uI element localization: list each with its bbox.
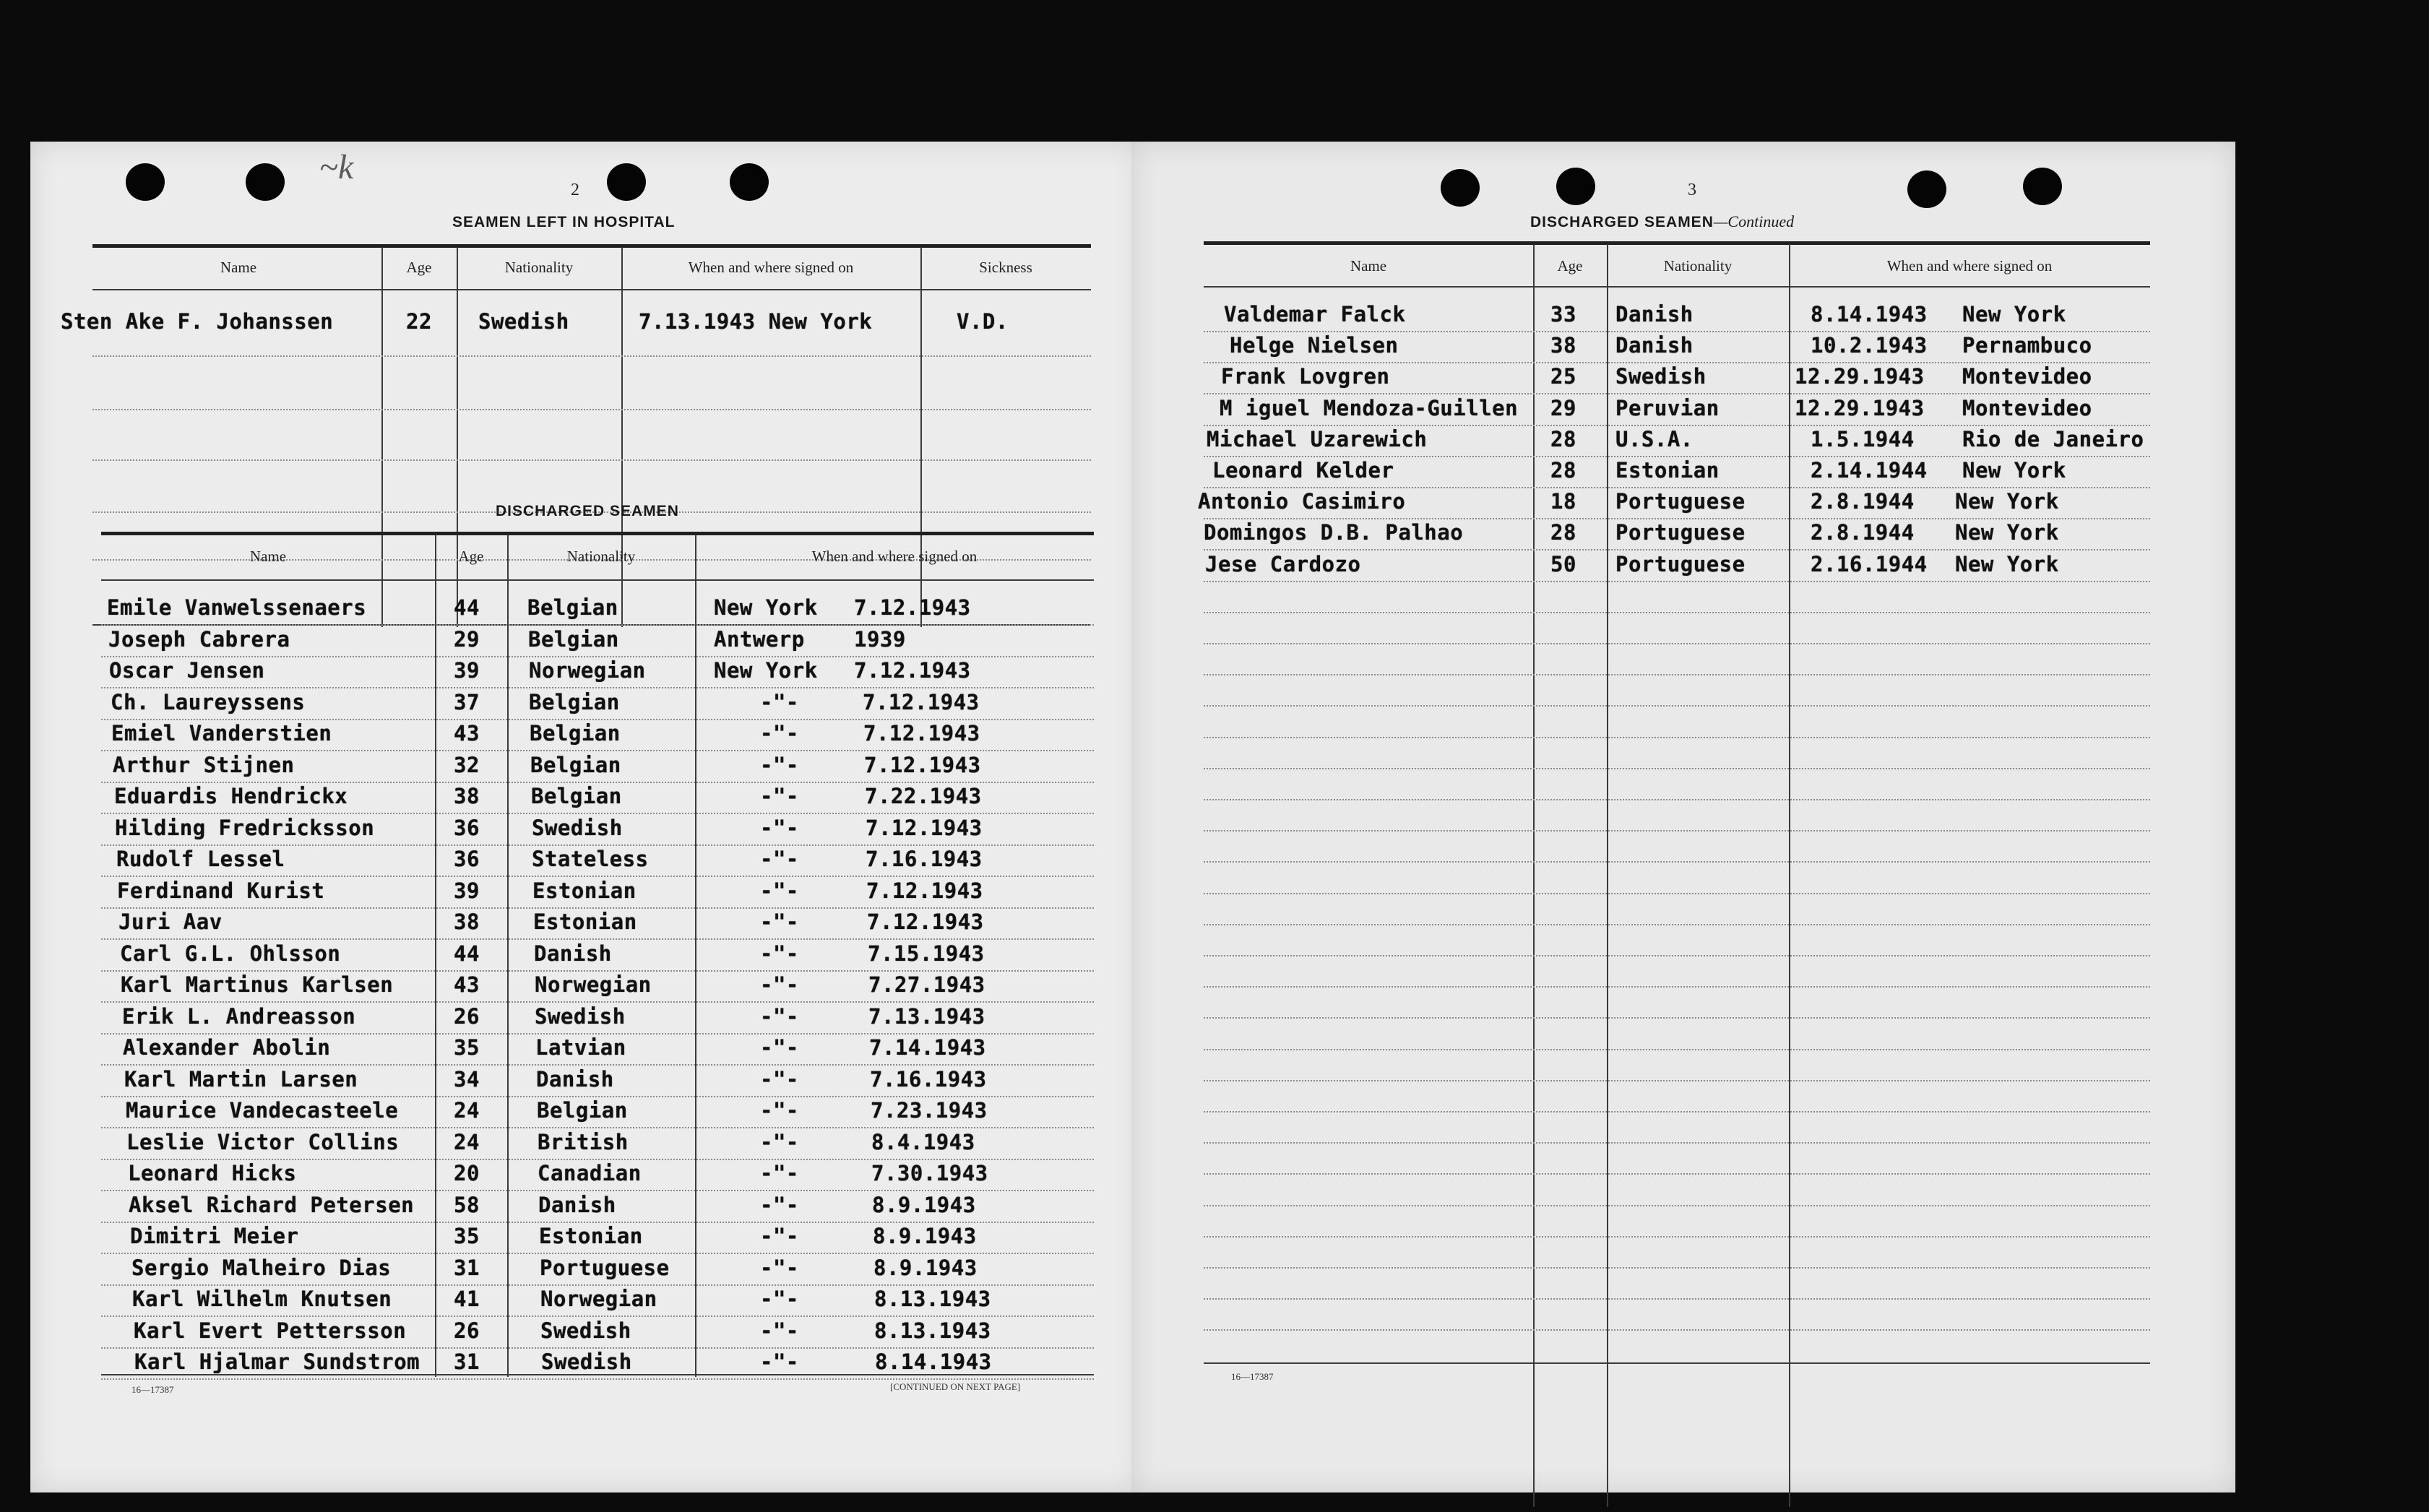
ruled-line bbox=[101, 876, 1094, 877]
ruled-line bbox=[1204, 549, 2150, 550]
signed-on-date: 7.12.1943 bbox=[866, 816, 983, 840]
seaman-nationality: Danish bbox=[1615, 302, 1694, 327]
header-signed-on: When and where signed on bbox=[688, 259, 854, 276]
discharged-continued-title bbox=[1530, 212, 1794, 231]
seaman-name: M iguel Mendoza-Guillen bbox=[1220, 396, 1519, 420]
signed-on-date: 7.16.1943 bbox=[866, 847, 983, 871]
ruled-line bbox=[101, 687, 1094, 688]
signed-on-date: 8.14.1943 bbox=[875, 1349, 992, 1374]
seaman-nationality: Danish bbox=[1615, 333, 1694, 358]
signed-on-date: 12.29.1943 bbox=[1795, 396, 1925, 420]
ruled-line bbox=[101, 1064, 1094, 1066]
ruled-line bbox=[101, 624, 1094, 626]
ruled-line bbox=[101, 1033, 1094, 1034]
signed-on-place: New York bbox=[1962, 458, 2066, 483]
seaman-name: Valdemar Falck bbox=[1224, 302, 1406, 327]
continued-note: [CONTINUED ON NEXT PAGE] bbox=[890, 1381, 1021, 1392]
header-nationality: Nationality bbox=[504, 259, 574, 276]
seaman-name: Maurice Vandecasteele bbox=[126, 1098, 399, 1123]
ruled-line bbox=[1204, 1236, 2150, 1237]
ruled-line bbox=[101, 1378, 1094, 1380]
signed-on-date: 8.9.1943 bbox=[873, 1256, 978, 1280]
seaman-nationality: Belgian bbox=[527, 595, 618, 620]
seaman-age: 26 bbox=[454, 1318, 480, 1343]
seaman-age: 41 bbox=[454, 1287, 480, 1311]
seaman-age: 28 bbox=[1550, 458, 1576, 483]
title-text: DISCHARGED SEAMEN bbox=[1530, 214, 1714, 230]
table-rule bbox=[101, 579, 1094, 581]
seaman-nationality: Danish bbox=[536, 1067, 614, 1092]
signed-on-place: -"- bbox=[760, 1004, 799, 1029]
signed-on-place: -"- bbox=[760, 753, 799, 777]
ruled-line bbox=[101, 813, 1094, 814]
seaman-name: Michael Uzarewich bbox=[1207, 427, 1428, 452]
seaman-age: 24 bbox=[454, 1098, 480, 1123]
seaman-age: 36 bbox=[454, 816, 480, 840]
seaman-nationality: Swedish bbox=[541, 1349, 632, 1374]
signed-on-place: -"- bbox=[760, 1256, 799, 1280]
ruled-line bbox=[1204, 705, 2150, 707]
signed-on-place: New York bbox=[714, 595, 818, 620]
signed-on-place: Rio de Janeiro bbox=[1962, 427, 2144, 452]
column-divider bbox=[507, 535, 509, 1377]
signed-on-place: -"- bbox=[760, 1161, 799, 1185]
seaman-age: 26 bbox=[454, 1004, 480, 1029]
ruled-line bbox=[101, 1284, 1094, 1286]
hospital-section-title: SEAMEN LEFT IN HOSPITAL bbox=[452, 214, 676, 230]
signed-on-date: 8.9.1943 bbox=[873, 1224, 977, 1248]
seaman-nationality: Swedish bbox=[535, 1004, 626, 1029]
header-name: Name bbox=[249, 548, 287, 565]
column-divider bbox=[920, 247, 922, 627]
punch-hole bbox=[246, 163, 285, 201]
seaman-name: Leslie Victor Collins bbox=[126, 1130, 400, 1154]
seaman-age: 29 bbox=[1550, 396, 1576, 420]
header-name: Name bbox=[220, 259, 257, 276]
seaman-age: 34 bbox=[454, 1067, 480, 1092]
ruled-line bbox=[1204, 487, 2150, 488]
ruled-line bbox=[101, 1127, 1094, 1128]
signed-on-place: -"- bbox=[760, 972, 799, 997]
page-number: 3 bbox=[1688, 181, 1696, 199]
signed-on-date: 8.13.1943 bbox=[874, 1287, 991, 1311]
signed-on-date: 7.15.1943 bbox=[868, 941, 985, 966]
header-age: Age bbox=[458, 548, 484, 565]
ruled-line bbox=[101, 750, 1094, 751]
ruled-line bbox=[101, 1253, 1094, 1254]
form-number: 16—17387 bbox=[1231, 1371, 1274, 1382]
seaman-name: Karl Martin Larsen bbox=[124, 1067, 358, 1092]
seaman-name: Erik L. Andreasson bbox=[122, 1004, 356, 1029]
header-age: Age bbox=[1557, 257, 1583, 275]
signed-on-date: 2.16.1944 bbox=[1811, 552, 1928, 576]
pencil-mark: ~k bbox=[319, 148, 354, 186]
seaman-age: 20 bbox=[454, 1161, 480, 1185]
form-number: 16—17387 bbox=[131, 1384, 174, 1395]
column-divider bbox=[621, 247, 623, 627]
seaman-nationality: Portuguese bbox=[1615, 520, 1746, 545]
ruled-line bbox=[101, 782, 1094, 783]
ruled-line bbox=[1204, 581, 2150, 582]
ruled-line bbox=[1204, 393, 2150, 394]
seaman-name: Leonard Kelder bbox=[1212, 458, 1394, 483]
seaman-nationality: Belgian bbox=[529, 690, 620, 714]
seaman-name: Karl Hjalmar Sundstrom bbox=[134, 1349, 420, 1374]
signed-on-date: 12.29.1943 bbox=[1795, 364, 1925, 389]
signed-on-place: -"- bbox=[760, 1098, 799, 1123]
seaman-age: 33 bbox=[1550, 302, 1576, 327]
ruled-line bbox=[1204, 1298, 2150, 1300]
right-page bbox=[1131, 142, 2235, 1492]
signed-on-date: 7.12.1943 bbox=[867, 910, 984, 934]
punch-hole bbox=[2023, 168, 2062, 205]
seaman-name: Carl G.L. Ohlsson bbox=[120, 941, 341, 966]
seaman-nationality: Estonian bbox=[533, 910, 637, 934]
seaman-nationality: Canadian bbox=[538, 1161, 642, 1185]
punch-hole bbox=[1441, 169, 1480, 207]
punch-hole bbox=[1907, 170, 1946, 208]
signed-on-place: -"- bbox=[760, 1067, 799, 1092]
ruled-line bbox=[1204, 612, 2150, 613]
table-rule bbox=[1204, 241, 2150, 245]
signed-on-place: New York bbox=[1955, 552, 2059, 576]
seaman-age: 39 bbox=[454, 878, 480, 903]
header-signed-on: When and where signed on bbox=[811, 548, 978, 565]
seaman-age: 31 bbox=[454, 1256, 480, 1280]
column-divider bbox=[1789, 244, 1790, 1507]
signed-on-place: -"- bbox=[760, 847, 799, 871]
signed-on-date: 7.27.1943 bbox=[868, 972, 985, 997]
signed-on-place: -"- bbox=[760, 1224, 799, 1248]
signed-on-date: 8.14.1943 bbox=[1811, 302, 1928, 327]
seaman-name: Karl Martinus Karlsen bbox=[121, 972, 394, 997]
signed-on-place: -"- bbox=[760, 721, 799, 746]
seaman-nationality: U.S.A. bbox=[1615, 427, 1694, 452]
ruled-line bbox=[101, 938, 1094, 940]
ruled-line bbox=[1204, 986, 2150, 988]
signed-on-date: 8.4.1943 bbox=[871, 1130, 975, 1154]
column-divider bbox=[435, 535, 436, 1377]
seaman-nationality: Estonian bbox=[532, 878, 637, 903]
seaman-nationality: Latvian bbox=[535, 1035, 626, 1060]
ruled-line bbox=[1204, 1111, 2150, 1113]
hospital-sickness: V.D. bbox=[957, 309, 1009, 334]
signed-on-date: 8.13.1943 bbox=[874, 1318, 991, 1343]
seaman-name: Antonio Casimiro bbox=[1198, 489, 1406, 514]
ruled-line bbox=[1204, 331, 2150, 332]
seaman-name: Hilding Fredricksson bbox=[115, 816, 375, 840]
seaman-age: 32 bbox=[454, 753, 480, 777]
table-rule bbox=[92, 289, 1091, 290]
seaman-nationality: Stateless bbox=[532, 847, 649, 871]
seaman-nationality: Norwegian bbox=[535, 972, 652, 997]
ruled-line bbox=[92, 355, 1091, 357]
seaman-nationality: Portuguese bbox=[1615, 552, 1746, 576]
signed-on-date: 7.12.1943 bbox=[854, 595, 971, 620]
ruled-line bbox=[1204, 425, 2150, 426]
signed-on-place: -"- bbox=[760, 1193, 799, 1217]
signed-on-place: New York bbox=[1955, 489, 2059, 514]
ruled-line bbox=[1204, 768, 2150, 769]
ruled-line bbox=[1204, 799, 2150, 800]
seaman-age: 36 bbox=[454, 847, 480, 871]
seaman-age: 35 bbox=[454, 1035, 480, 1060]
signed-on-place: -"- bbox=[760, 784, 799, 808]
table-rule bbox=[92, 244, 1091, 248]
signed-on-date: 1.5.1944 bbox=[1811, 427, 1915, 452]
seaman-age: 37 bbox=[454, 690, 480, 714]
ruled-line bbox=[1204, 737, 2150, 738]
discharged-section-title: DISCHARGED SEAMEN bbox=[496, 503, 679, 519]
hospital-nationality: Swedish bbox=[478, 309, 569, 334]
seaman-name: Karl Evert Pettersson bbox=[134, 1318, 407, 1343]
header-signed-on: When and where signed on bbox=[1886, 257, 2053, 275]
seaman-nationality: Belgian bbox=[537, 1098, 628, 1123]
signed-on-date: 7.13.1943 bbox=[868, 1004, 985, 1029]
table-rule bbox=[1204, 286, 2150, 288]
left-page bbox=[30, 142, 1140, 1492]
punch-hole bbox=[126, 163, 165, 201]
seaman-age: 24 bbox=[454, 1130, 480, 1154]
signed-on-place: -"- bbox=[760, 690, 799, 714]
signed-on-date: 2.14.1944 bbox=[1811, 458, 1928, 483]
seaman-nationality: Swedish bbox=[540, 1318, 631, 1343]
seaman-nationality: Norwegian bbox=[529, 658, 646, 683]
hospital-signed-on: 7.13.1943 New York bbox=[639, 309, 873, 334]
ruled-line bbox=[1204, 1267, 2150, 1269]
ruled-line bbox=[101, 907, 1094, 909]
signed-on-date: 7.14.1943 bbox=[869, 1035, 986, 1060]
seaman-age: 28 bbox=[1550, 520, 1576, 545]
seaman-nationality: Belgian bbox=[528, 627, 619, 652]
seaman-name: Frank Lovgren bbox=[1221, 364, 1390, 389]
signed-on-date: 7.23.1943 bbox=[871, 1098, 988, 1123]
page-number: 2 bbox=[571, 181, 579, 199]
ruled-line bbox=[1204, 1173, 2150, 1175]
signed-on-place: -"- bbox=[760, 816, 799, 840]
punch-hole bbox=[607, 163, 646, 201]
ruled-line bbox=[1204, 924, 2150, 925]
seaman-age: 38 bbox=[454, 910, 480, 934]
seaman-name: Juri Aav bbox=[118, 910, 223, 934]
signed-on-date: 10.2.1943 bbox=[1811, 333, 1928, 358]
header-sickness: Sickness bbox=[979, 259, 1032, 276]
seaman-name: Joseph Cabrera bbox=[108, 627, 290, 652]
seaman-nationality: Belgian bbox=[531, 784, 622, 808]
seaman-name: Oscar Jensen bbox=[109, 658, 265, 683]
signed-on-place: New York bbox=[1955, 520, 2059, 545]
seaman-name: Sergio Malheiro Dias bbox=[131, 1256, 392, 1280]
seaman-nationality: Belgian bbox=[530, 721, 621, 746]
signed-on-date: 7.12.1943 bbox=[863, 721, 980, 746]
signed-on-place: -"- bbox=[760, 1349, 799, 1374]
signed-on-date: 1939 bbox=[854, 627, 906, 652]
seaman-age: 18 bbox=[1550, 489, 1576, 514]
signed-on-place: New York bbox=[1962, 302, 2066, 327]
signed-on-place: Montevideo bbox=[1962, 364, 2092, 389]
ruled-line bbox=[101, 844, 1094, 846]
seaman-age: 31 bbox=[454, 1349, 480, 1374]
seaman-age: 35 bbox=[454, 1224, 480, 1248]
ruled-line bbox=[1204, 1142, 2150, 1144]
seaman-name: Ferdinand Kurist bbox=[117, 878, 325, 903]
header-name: Name bbox=[1350, 257, 1387, 275]
signed-on-place: -"- bbox=[760, 910, 799, 934]
seaman-name: Alexander Abolin bbox=[123, 1035, 331, 1060]
signed-on-place: -"- bbox=[760, 878, 799, 903]
signed-on-place: -"- bbox=[760, 1287, 799, 1311]
seaman-age: 44 bbox=[454, 595, 480, 620]
punch-hole bbox=[1556, 168, 1595, 205]
ruled-line bbox=[101, 1001, 1094, 1003]
ruled-line bbox=[1204, 643, 2150, 644]
seaman-nationality: Estonian bbox=[1615, 458, 1720, 483]
signed-on-date: 7.12.1943 bbox=[863, 690, 980, 714]
table-rule bbox=[101, 1374, 1094, 1375]
ruled-line bbox=[1204, 362, 2150, 363]
ruled-line bbox=[1204, 1017, 2150, 1019]
seaman-nationality: Belgian bbox=[530, 753, 621, 777]
signed-on-date: 7.16.1943 bbox=[870, 1067, 987, 1092]
seaman-nationality: Portuguese bbox=[540, 1256, 670, 1280]
column-divider bbox=[695, 535, 696, 1377]
seaman-name: Aksel Richard Petersen bbox=[129, 1193, 415, 1217]
seaman-age: 43 bbox=[454, 972, 480, 997]
ruled-line bbox=[101, 719, 1094, 720]
ruled-line bbox=[101, 656, 1094, 657]
ruled-line bbox=[1204, 1080, 2150, 1081]
header-nationality: Nationality bbox=[566, 548, 636, 565]
signed-on-place: Pernambuco bbox=[1962, 333, 2092, 358]
seaman-name: Helge Nielsen bbox=[1230, 333, 1399, 358]
seaman-age: 25 bbox=[1550, 364, 1576, 389]
signed-on-place: -"- bbox=[760, 1318, 799, 1343]
seaman-nationality: Danish bbox=[534, 941, 612, 966]
ruled-line bbox=[1204, 674, 2150, 675]
seaman-nationality: Swedish bbox=[532, 816, 623, 840]
signed-on-place: New York bbox=[714, 658, 818, 683]
seaman-nationality: Swedish bbox=[1615, 364, 1707, 389]
ruled-line bbox=[101, 970, 1094, 972]
ruled-line bbox=[1204, 1049, 2150, 1050]
ruled-line bbox=[1204, 893, 2150, 894]
seaman-age: 28 bbox=[1550, 427, 1576, 452]
signed-on-date: 7.12.1943 bbox=[854, 658, 971, 683]
signed-on-date: 7.12.1943 bbox=[864, 753, 981, 777]
seaman-nationality: Estonian bbox=[539, 1224, 643, 1248]
ruled-line bbox=[1204, 1205, 2150, 1206]
ruled-line bbox=[101, 1222, 1094, 1223]
signed-on-place: -"- bbox=[760, 941, 799, 966]
seaman-age: 50 bbox=[1550, 552, 1576, 576]
seaman-name: Eduardis Hendrickx bbox=[114, 784, 348, 808]
seaman-name: Domingos D.B. Palhao bbox=[1204, 520, 1464, 545]
ruled-line bbox=[1204, 861, 2150, 863]
ruled-line bbox=[101, 1316, 1094, 1317]
column-divider bbox=[457, 247, 458, 627]
ruled-line bbox=[1204, 830, 2150, 831]
seaman-age: 29 bbox=[454, 627, 480, 652]
seaman-nationality: Peruvian bbox=[1615, 396, 1720, 420]
seaman-age: 38 bbox=[454, 784, 480, 808]
seaman-nationality: Portuguese bbox=[1615, 489, 1746, 514]
seaman-name: Rudolf Lessel bbox=[116, 847, 285, 871]
signed-on-place: Antwerp bbox=[714, 627, 805, 652]
ruled-line bbox=[1204, 456, 2150, 457]
seaman-name: Jese Cardozo bbox=[1205, 552, 1361, 576]
seaman-age: 58 bbox=[454, 1193, 480, 1217]
seaman-age: 44 bbox=[454, 941, 480, 966]
hospital-age: 22 bbox=[406, 309, 432, 334]
signed-on-place: Montevideo bbox=[1962, 396, 2092, 420]
seaman-name: Ch. Laureyssens bbox=[111, 690, 306, 714]
ruled-line bbox=[101, 1347, 1094, 1349]
seaman-name: Emiel Vanderstien bbox=[111, 721, 332, 746]
punch-hole bbox=[730, 163, 769, 201]
seaman-name: Karl Wilhelm Knutsen bbox=[132, 1287, 392, 1311]
seaman-nationality: Norwegian bbox=[540, 1287, 657, 1311]
seaman-name: Dimitri Meier bbox=[130, 1224, 299, 1248]
signed-on-place: -"- bbox=[760, 1130, 799, 1154]
seaman-name: Arthur Stijnen bbox=[113, 753, 295, 777]
signed-on-date: 7.22.1943 bbox=[865, 784, 982, 808]
signed-on-date: 8.9.1943 bbox=[872, 1193, 976, 1217]
ruled-line bbox=[101, 1159, 1094, 1160]
column-divider bbox=[1607, 244, 1608, 1507]
column-divider bbox=[381, 247, 383, 627]
signed-on-date: 7.12.1943 bbox=[866, 878, 983, 903]
signed-on-date: 7.30.1943 bbox=[871, 1161, 988, 1185]
seaman-nationality: British bbox=[538, 1130, 629, 1154]
ruled-line bbox=[101, 1096, 1094, 1097]
seaman-name: Emile Vanwelssenaers bbox=[107, 595, 367, 620]
signed-on-date: 2.8.1944 bbox=[1811, 520, 1915, 545]
ruled-line bbox=[92, 409, 1091, 410]
ruled-line bbox=[1204, 518, 2150, 519]
hospital-name: Sten Ake F. Johanssen bbox=[61, 309, 334, 334]
ruled-line bbox=[101, 1190, 1094, 1191]
table-rule bbox=[1204, 1362, 2150, 1364]
ruled-line bbox=[92, 459, 1091, 461]
ruled-line bbox=[1204, 955, 2150, 956]
table-rule bbox=[101, 532, 1094, 535]
title-suffix: —Continued bbox=[1713, 212, 1795, 230]
seaman-nationality: Danish bbox=[538, 1193, 616, 1217]
seaman-age: 38 bbox=[1550, 333, 1576, 358]
ruled-line bbox=[1204, 1329, 2150, 1331]
column-divider bbox=[1533, 244, 1535, 1507]
seaman-age: 43 bbox=[454, 721, 480, 746]
signed-on-date: 2.8.1944 bbox=[1811, 489, 1915, 514]
seaman-name: Leonard Hicks bbox=[128, 1161, 297, 1185]
header-age: Age bbox=[406, 259, 432, 276]
seaman-age: 39 bbox=[454, 658, 480, 683]
header-nationality: Nationality bbox=[1663, 257, 1733, 275]
signed-on-place: -"- bbox=[760, 1035, 799, 1060]
